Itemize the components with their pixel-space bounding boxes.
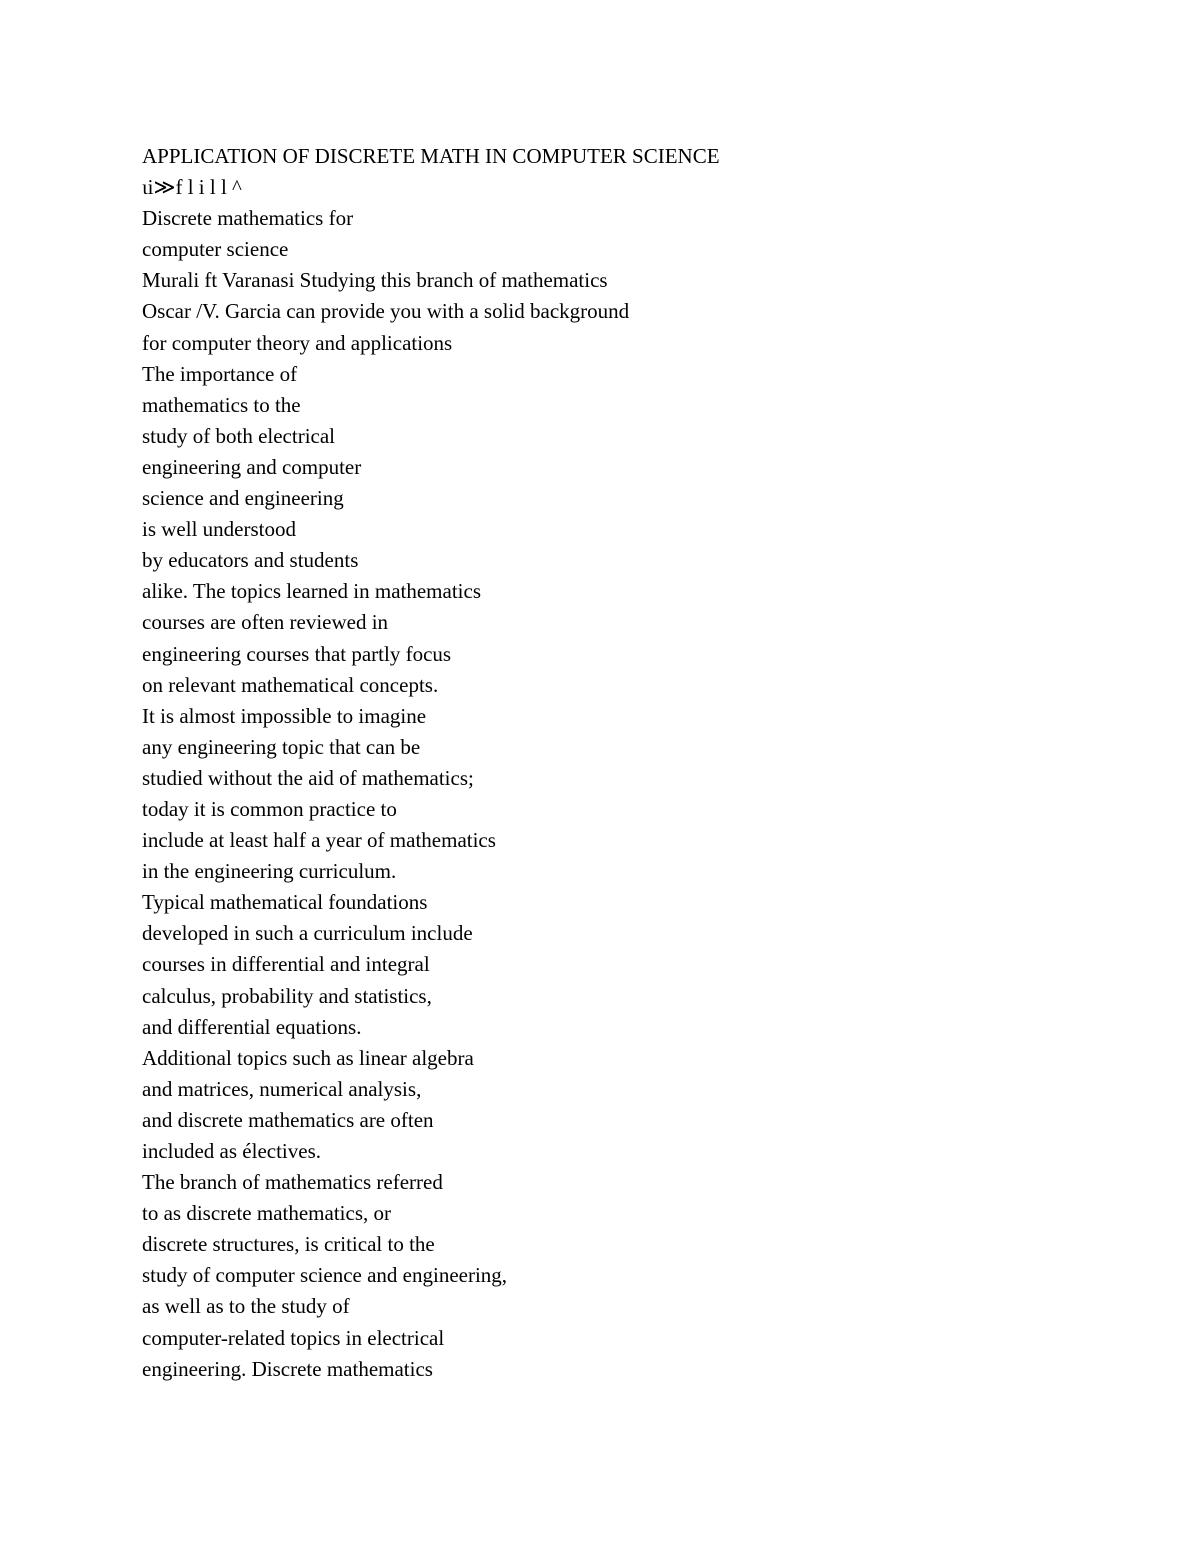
text-line: engineering and computer [142, 454, 362, 479]
text-line: in the engineering curriculum. [142, 859, 397, 884]
text-line: Murali ft Varanasi Studying this branch of mathematics [142, 268, 608, 293]
text-line: as well as to the study of [142, 1294, 350, 1319]
text-line: and matrices, numerical analysis, [142, 1076, 422, 1101]
text-line: Additional topics such as linear algebra [142, 1045, 474, 1070]
text-line: for computer theory and applications [142, 330, 453, 355]
text-line: by educators and students [142, 548, 359, 573]
text-line: computer science [142, 237, 289, 262]
text-line: developed in such a curriculum include [142, 921, 473, 946]
text-line: on relevant mathematical concepts. [142, 672, 439, 697]
text-line: Discrete mathematics for [142, 206, 354, 231]
text-line: is well understood [142, 517, 296, 542]
document-title: APPLICATION OF DISCRETE MATH IN COMPUTER SCIENCE [142, 144, 720, 168]
text-line: The branch of mathematics referred [142, 1170, 443, 1195]
text-line: calculus, probability and statistics, [142, 983, 432, 1008]
text-line: mathematics to the [142, 392, 301, 417]
text-line: today it is common practice to [142, 796, 397, 821]
text-line: any engineering topic that can be [142, 734, 421, 759]
text-line: discrete structures, is critical to the [142, 1232, 435, 1257]
text-line: included as électives. [142, 1139, 322, 1163]
text-line: studied without the aid of mathematics; [142, 765, 474, 790]
text-line: courses in differential and integral [142, 952, 430, 977]
text-line: study of computer science and engineering, [142, 1263, 508, 1288]
text-line: computer-related topics in electrical [142, 1325, 445, 1350]
text-line: to as discrete mathematics, or [142, 1201, 391, 1226]
text-line: and discrete mathematics are often [142, 1107, 434, 1132]
text-line: ιi≫f l i l l ^ [142, 175, 242, 200]
text-line: alike. The topics learned in mathematics [142, 579, 481, 604]
text-line: It is almost impossible to imagine [142, 703, 427, 728]
text-line: study of both electrical [142, 423, 336, 448]
text-line: engineering courses that partly focus [142, 641, 452, 666]
document-body [142, 141, 1042, 1385]
text-line: engineering. Discrete mathematics [142, 1356, 433, 1381]
text-line: include at least half a year of mathematics [142, 828, 496, 853]
text-line: Typical mathematical foundations [142, 890, 428, 915]
text-line: Oscar /V. Garcia can provide you with a solid background [142, 299, 630, 324]
text-line: The importance of [142, 361, 298, 386]
text-line: and differential equations. [142, 1014, 362, 1039]
text-line: courses are often reviewed in [142, 610, 389, 635]
text-line: science and engineering [142, 486, 344, 511]
